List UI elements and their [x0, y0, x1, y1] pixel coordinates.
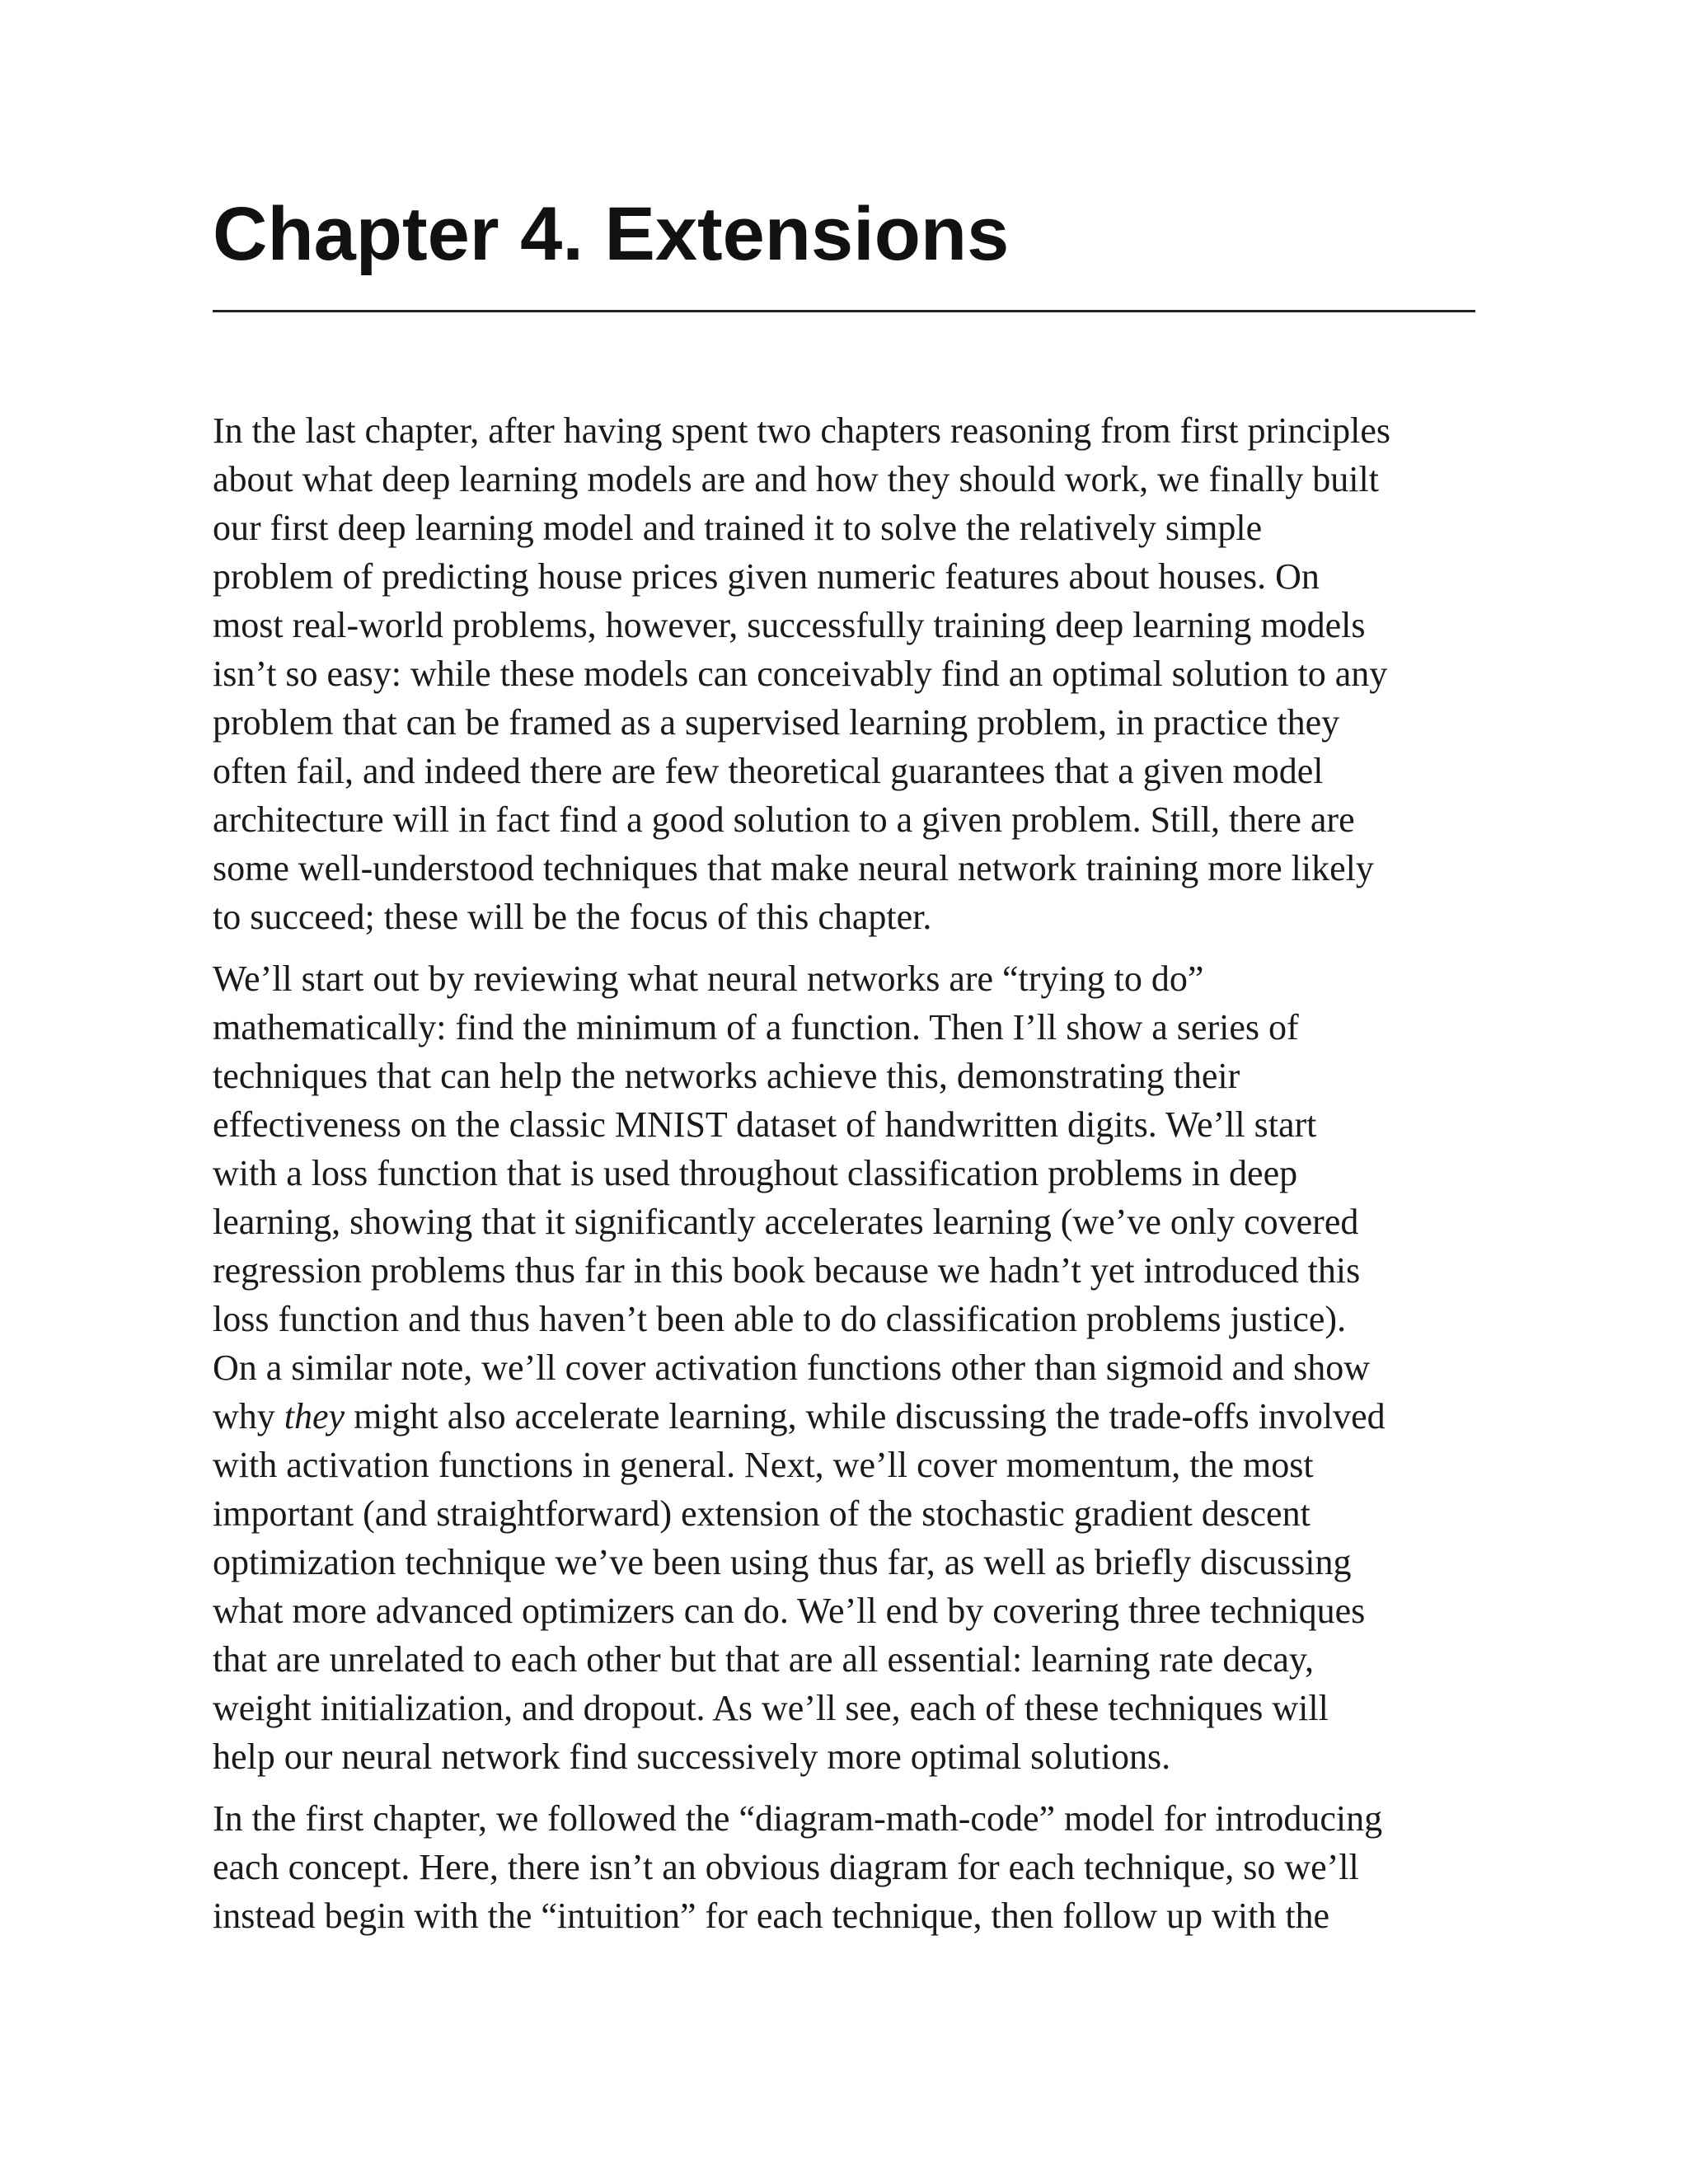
text-line: our first deep learning model and trained it to solve the relatively simple — [213, 508, 1263, 548]
paragraph-1 — [213, 406, 1475, 941]
text-line: with activation functions in general. Next, we’ll cover momentum, the most — [213, 1445, 1314, 1485]
text-line: instead begin with the “intuition” for each technique, then follow up with the — [213, 1896, 1330, 1936]
title-rule — [213, 310, 1475, 312]
text-line: important (and straightforward) extension of the stochastic gradient descent — [213, 1493, 1311, 1534]
text-line: architecture will in fact find a good solution to a given problem. Still, there are — [213, 799, 1355, 840]
text-line: most real-world problems, however, successfully training deep learning models — [213, 605, 1366, 645]
text-line: optimization technique we’ve been using thus far, as well as briefly discussing — [213, 1542, 1352, 1582]
text-line: problem that can be framed as a supervised learning problem, in practice they — [213, 702, 1340, 743]
text-line: problem of predicting house prices given numeric features about houses. On — [213, 556, 1320, 597]
text-line: In the first chapter, we followed the “diagram-math-code” model for introducing — [213, 1798, 1383, 1839]
text-segment: why — [213, 1396, 284, 1436]
body-text — [213, 406, 1475, 1953]
text-line: techniques that can help the networks achieve this, demonstrating their — [213, 1056, 1240, 1096]
text-line: weight initialization, and dropout. As we’ll see, each of these techniques will — [213, 1688, 1329, 1728]
text-line: help our neural network find successively more optimal solutions. — [213, 1736, 1171, 1777]
text-line: with a loss function that is used throughout classification problems in deep — [213, 1153, 1298, 1193]
text-segment: might also accelerate learning, while discussing the trade-offs involved — [345, 1396, 1386, 1436]
text-line: often fail, and indeed there are few theoretical guarantees that a given model — [213, 751, 1324, 791]
paragraph-3 — [213, 1794, 1475, 1940]
chapter-title: Chapter 4. Extensions — [213, 192, 1010, 276]
text-line: loss function and thus haven’t been able to do classification problems justice). — [213, 1299, 1347, 1339]
text-line: effectiveness on the classic MNIST dataset of handwritten digits. We’ll start — [213, 1104, 1317, 1145]
text-line: In the last chapter, after having spent two chapters reasoning from first principles — [213, 410, 1390, 451]
text-line: isn’t so easy: while these models can conceivably find an optimal solution to any — [213, 654, 1388, 694]
emphasized-word: they — [284, 1396, 345, 1436]
text-line-with-emphasis — [213, 1392, 1475, 1441]
text-line: to succeed; these will be the focus of this chapter. — [213, 897, 932, 937]
text-line: some well-understood techniques that make neural network training more likely — [213, 848, 1374, 888]
text-line: We’ll start out by reviewing what neural networks are “trying to do” — [213, 958, 1204, 999]
text-line: learning, showing that it significantly accelerates learning (we’ve only covered — [213, 1202, 1359, 1242]
text-line: about what deep learning models are and how they should work, we finally built — [213, 459, 1379, 499]
paragraph-2 — [213, 954, 1475, 1781]
text-line: that are unrelated to each other but that are all essential: learning rate decay, — [213, 1639, 1315, 1680]
text-line: On a similar note, we’ll cover activation functions other than sigmoid and show — [213, 1347, 1371, 1388]
text-line: each concept. Here, there isn’t an obvious diagram for each technique, so we’ll — [213, 1847, 1359, 1887]
text-line: what more advanced optimizers can do. We’ll end by covering three techniques — [213, 1591, 1366, 1631]
text-line: regression problems thus far in this book because we hadn’t yet introduced this — [213, 1250, 1361, 1291]
text-line: mathematically: find the minimum of a function. Then I’ll show a series of — [213, 1007, 1299, 1047]
